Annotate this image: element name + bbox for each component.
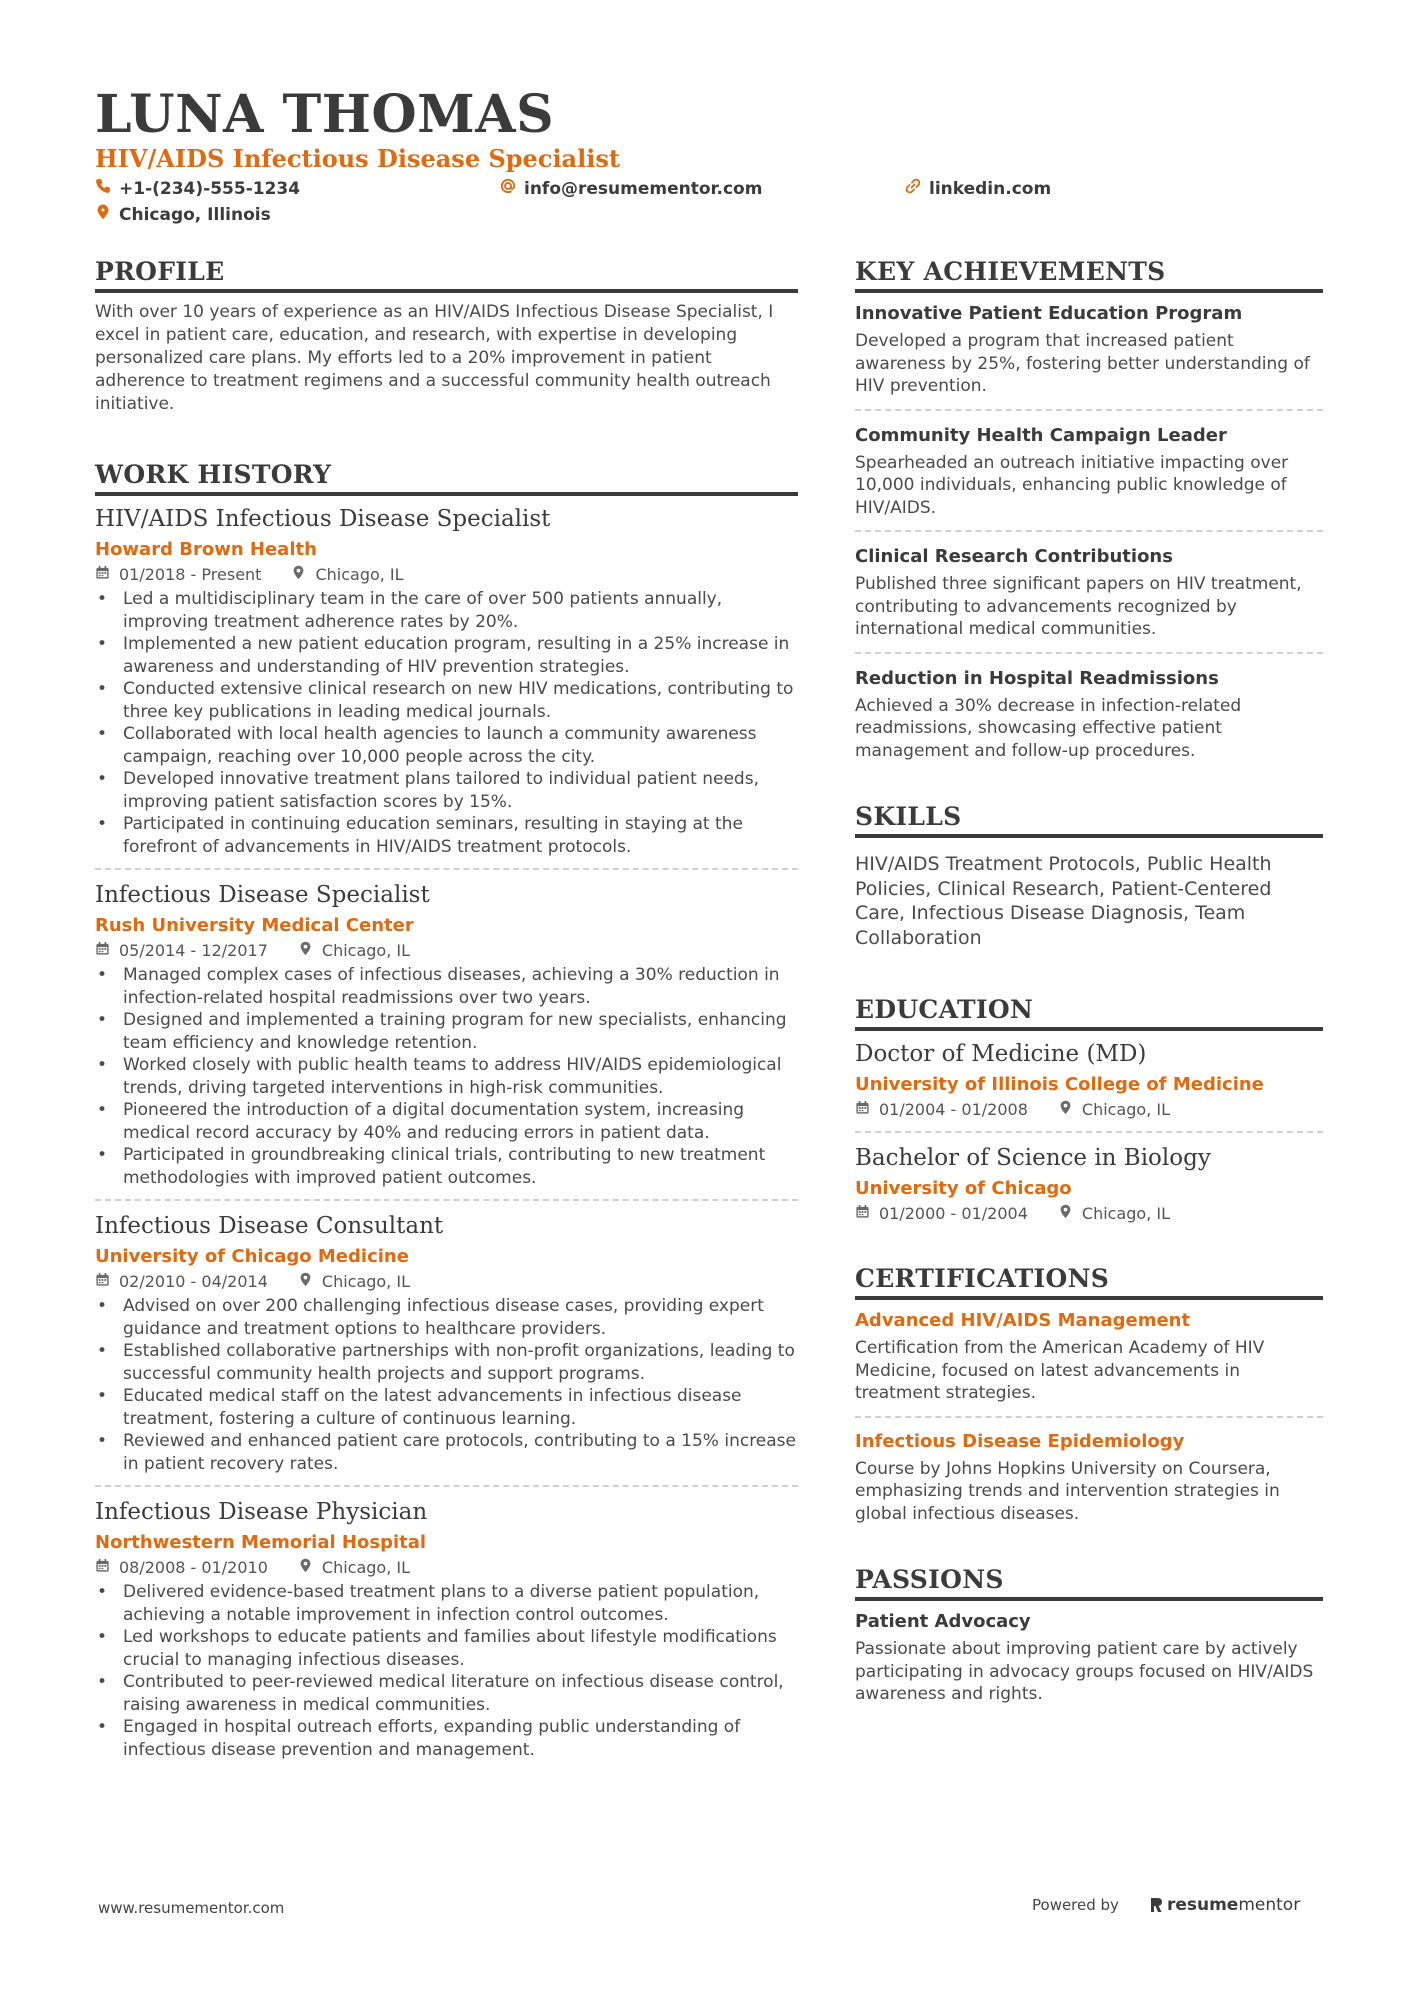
link-icon bbox=[905, 178, 921, 199]
date-item bbox=[855, 1203, 1028, 1225]
school: University of Chicago bbox=[855, 1178, 1072, 1199]
bullet-item: • Led workshops to educate patients and families about lifestyle modifications crucial to managing infectious diseases. bbox=[95, 1626, 798, 1671]
bullet-item: • Implemented a new patient education program, resulting in a 25% increase in awareness and understanding of HIV prevention strategies. bbox=[95, 633, 798, 678]
certifications-list bbox=[855, 1308, 1323, 1525]
phone-item bbox=[95, 178, 300, 199]
location-item bbox=[95, 204, 271, 225]
certification-desc: Certification from the American Academy of HIV Medicine, focused on latest advancements in treatment strategies. bbox=[855, 1338, 1265, 1403]
date-range: 01/2004 - 01/2008 bbox=[879, 1100, 1028, 1119]
email-item bbox=[500, 178, 762, 199]
certification-title: Advanced HIV/AIDS Management bbox=[855, 1310, 1191, 1331]
employer: Northwestern Memorial Hospital bbox=[95, 1532, 427, 1553]
calendar-icon bbox=[855, 1203, 870, 1225]
meta-row bbox=[95, 1557, 798, 1579]
phone-text[interactable]: +1-(234)-555-1234 bbox=[119, 178, 301, 199]
brand-name-a: resume bbox=[1166, 1895, 1239, 1915]
location-item bbox=[1058, 1099, 1170, 1121]
location-item bbox=[298, 1271, 410, 1293]
certification-item bbox=[855, 1308, 1323, 1405]
meta-row bbox=[95, 564, 798, 586]
meta-row bbox=[855, 1099, 1323, 1121]
meta-row bbox=[855, 1203, 1323, 1225]
date-item bbox=[95, 940, 268, 962]
school: University of Illinois College of Medicine bbox=[855, 1074, 1264, 1095]
calendar-icon bbox=[95, 1557, 110, 1579]
location-item bbox=[298, 1557, 410, 1579]
bullet-item: • Participated in continuing education seminars, resulting in staying at the forefront of advancements in HIV/AIDS treatment protocols. bbox=[95, 813, 798, 858]
date-range: 02/2010 - 04/2014 bbox=[119, 1272, 268, 1291]
job-location: Chicago, IL bbox=[321, 941, 410, 960]
job-bullets bbox=[95, 588, 798, 858]
divider bbox=[95, 1485, 798, 1487]
date-item bbox=[95, 1557, 268, 1579]
job-title: Infectious Disease Specialist bbox=[95, 882, 430, 908]
achievement-title: Clinical Research Contributions bbox=[855, 546, 1173, 567]
bullet-item: • Pioneered the introduction of a digital documentation system, increasing medical record accuracy by 40% and reducing errors in patient data. bbox=[95, 1099, 798, 1144]
job-bullets bbox=[95, 1581, 798, 1761]
brand-logo[interactable] bbox=[1149, 1895, 1300, 1915]
achievement-desc: Developed a program that increased patient awareness by 25%, fostering better understanding of HIV prevention. bbox=[855, 331, 1310, 396]
education-heading: EDUCATION bbox=[855, 994, 1323, 1031]
calendar-icon bbox=[95, 940, 110, 962]
job-bullets bbox=[95, 1295, 798, 1475]
skills-text: HIV/AIDS Treatment Protocols, Public Health Policies, Clinical Research, Patient-Centered Care, Infectious Disease Diagnosis, Team Collaboration bbox=[855, 853, 1272, 949]
education-item bbox=[855, 1039, 1323, 1121]
date-item bbox=[95, 1271, 268, 1293]
location-pin-icon bbox=[298, 1557, 313, 1579]
date-range: 05/2014 - 12/2017 bbox=[119, 941, 268, 960]
calendar-icon bbox=[95, 564, 110, 586]
date-item bbox=[855, 1099, 1028, 1121]
bullet-item: • Led a multidisciplinary team in the care of over 500 patients annually, improving treatment adherence rates by 20%. bbox=[95, 588, 798, 633]
achievement-item bbox=[855, 544, 1323, 641]
contact-info bbox=[95, 178, 1325, 236]
job-title: Infectious Disease Consultant bbox=[95, 1213, 444, 1239]
certification-desc: Course by Johns Hopkins University on Coursera, emphasizing trends and intervention strategies in global infectious diseases. bbox=[855, 1458, 1280, 1524]
bullet-item: • Delivered evidence-based treatment plans to a diverse patient population, achieving a notable improvement in infection control outcomes. bbox=[95, 1581, 798, 1626]
location-pin-icon bbox=[95, 204, 111, 225]
brand-name-b: mentor bbox=[1238, 1895, 1301, 1915]
location-pin-icon bbox=[298, 1271, 313, 1293]
email-text[interactable]: info@resumementor.com bbox=[524, 178, 763, 199]
powered-by-text: Powered by bbox=[1032, 1896, 1119, 1914]
footer-website[interactable]: www.resumementor.com bbox=[98, 1899, 285, 1917]
bullet-item: • Worked closely with public health teams to address HIV/AIDS epidemiological trends, driving targeted interventions in high-risk communities. bbox=[95, 1054, 798, 1099]
achievement-desc: Achieved a 30% decrease in infection-related readmissions, showcasing effective patient management and follow-up procedures. bbox=[855, 695, 1242, 761]
candidate-name: LUNA THOMAS bbox=[95, 84, 555, 145]
achievements-heading: KEY ACHIEVEMENTS bbox=[855, 256, 1323, 293]
job-location: Chicago, IL bbox=[315, 565, 404, 584]
bullet-item: • Participated in groundbreaking clinical trials, contributing to new treatment methodologies with improved patient outcomes. bbox=[95, 1144, 798, 1189]
job-title: HIV/AIDS Infectious Disease Specialist bbox=[95, 506, 551, 532]
divider bbox=[855, 409, 1323, 411]
work-history-list bbox=[95, 504, 798, 1761]
meta-row bbox=[95, 940, 798, 962]
bullet-item: • Collaborated with local health agencies to launch a community awareness campaign, reaching over 10,000 people across the city. bbox=[95, 723, 798, 768]
education-item bbox=[855, 1143, 1323, 1225]
job-bullets bbox=[95, 964, 798, 1189]
bullet-item: • Developed innovative treatment plans tailored to individual patient needs, improving patient satisfaction scores by 15%. bbox=[95, 768, 798, 813]
brand-mark-icon bbox=[1149, 1896, 1163, 1914]
degree: Bachelor of Science in Biology bbox=[855, 1145, 1211, 1171]
certification-title: Infectious Disease Epidemiology bbox=[855, 1430, 1185, 1452]
degree: Doctor of Medicine (MD) bbox=[855, 1041, 1147, 1067]
location-pin-icon bbox=[1058, 1099, 1073, 1121]
bullet-item: • Established collaborative partnerships with non-profit organizations, leading to successful community health projects and support programs. bbox=[95, 1340, 798, 1385]
job-entry bbox=[95, 1211, 798, 1475]
bullet-item: • Managed complex cases of infectious diseases, achieving a 30% reduction in infection-related hospital readmissions over two years. bbox=[95, 964, 798, 1009]
location-item bbox=[298, 940, 410, 962]
location-item bbox=[1058, 1203, 1170, 1225]
job-location: Chicago, IL bbox=[321, 1558, 410, 1577]
calendar-icon bbox=[855, 1099, 870, 1121]
achievements-list bbox=[855, 301, 1323, 762]
job-entry bbox=[95, 880, 798, 1189]
bullet-item: • Engaged in hospital outreach efforts, expanding public understanding of infectious disease prevention and management. bbox=[95, 1716, 798, 1761]
date-range: 01/2000 - 01/2004 bbox=[879, 1204, 1028, 1223]
passion-item bbox=[855, 1609, 1323, 1706]
employer: University of Chicago Medicine bbox=[95, 1246, 409, 1267]
passion-desc: Passionate about improving patient care by actively participating in advocacy groups focused on HIV/AIDS awareness and rights. bbox=[855, 1639, 1314, 1704]
divider bbox=[95, 868, 798, 870]
footer-powered bbox=[1032, 1895, 1300, 1915]
passions-list bbox=[855, 1609, 1323, 1706]
calendar-icon bbox=[95, 1271, 110, 1293]
resume-header bbox=[95, 86, 1325, 236]
divider bbox=[855, 1416, 1323, 1418]
bullet-item: • Reviewed and enhanced patient care protocols, contributing to a 15% increase in patient recovery rates. bbox=[95, 1430, 798, 1475]
achievement-title: Community Health Campaign Leader bbox=[855, 424, 1227, 446]
bullet-item: • Educated medical staff on the latest advancements in infectious disease treatment, fostering a culture of continuous learning. bbox=[95, 1385, 798, 1430]
job-location: Chicago, IL bbox=[1081, 1204, 1170, 1223]
achievement-item bbox=[855, 666, 1323, 763]
job-location: Chicago, IL bbox=[321, 1272, 410, 1291]
left-column bbox=[95, 256, 798, 1761]
location-pin-icon bbox=[291, 564, 306, 586]
job-entry bbox=[95, 504, 798, 858]
employer: Rush University Medical Center bbox=[95, 915, 414, 936]
job-entry bbox=[95, 1497, 798, 1761]
achievement-desc: Spearheaded an outreach initiative impacting over 10,000 individuals, enhancing public knowledge of HIV/AIDS. bbox=[855, 452, 1289, 518]
achievement-title: Innovative Patient Education Program bbox=[855, 303, 1243, 324]
certification-item bbox=[855, 1429, 1323, 1526]
candidate-title: HIV/AIDS Infectious Disease Specialist bbox=[95, 144, 620, 173]
skills-heading: SKILLS bbox=[855, 801, 1323, 838]
work-history-heading: WORK HISTORY bbox=[95, 459, 798, 496]
date-range: 01/2018 - Present bbox=[119, 565, 262, 584]
divider bbox=[95, 1199, 798, 1201]
divider bbox=[855, 1131, 1323, 1133]
job-title: Infectious Disease Physician bbox=[95, 1499, 428, 1525]
achievement-title: Reduction in Hospital Readmissions bbox=[855, 667, 1219, 689]
phone-icon bbox=[95, 178, 111, 199]
bullet-item: • Contributed to peer-reviewed medical literature on infectious disease control, raising awareness in medical communities. bbox=[95, 1671, 798, 1716]
date-item bbox=[95, 564, 261, 586]
divider bbox=[855, 652, 1323, 654]
job-location: Chicago, IL bbox=[1081, 1100, 1170, 1119]
meta-row bbox=[95, 1271, 798, 1293]
passions-heading: PASSIONS bbox=[855, 1564, 1323, 1601]
location-pin-icon bbox=[298, 940, 313, 962]
bullet-item: • Designed and implemented a training program for new specialists, enhancing team efficiency and knowledge retention. bbox=[95, 1009, 798, 1054]
education-list bbox=[855, 1039, 1323, 1225]
achievement-item bbox=[855, 423, 1323, 520]
certifications-heading: CERTIFICATIONS bbox=[855, 1263, 1323, 1300]
bullet-item: • Conducted extensive clinical research on new HIV medications, contributing to three key publications in leading medical journals. bbox=[95, 678, 798, 723]
location-item bbox=[291, 564, 403, 586]
employer: Howard Brown Health bbox=[95, 539, 317, 560]
profile-heading: PROFILE bbox=[95, 256, 798, 293]
location-pin-icon bbox=[1058, 1203, 1073, 1225]
passion-title: Patient Advocacy bbox=[855, 1611, 1031, 1632]
linkedin-item bbox=[905, 178, 1051, 199]
divider bbox=[855, 530, 1323, 532]
date-range: 08/2008 - 01/2010 bbox=[119, 1558, 268, 1577]
at-icon bbox=[500, 178, 516, 199]
linkedin-text[interactable]: linkedin.com bbox=[929, 178, 1052, 199]
achievement-desc: Published three significant papers on HIV treatment, contributing to advancements recognized by international medical communities. bbox=[855, 574, 1302, 639]
right-column bbox=[855, 256, 1323, 1706]
bullet-item: • Advised on over 200 challenging infectious disease cases, providing expert guidance and treatment options to healthcare providers. bbox=[95, 1295, 798, 1340]
profile-text: With over 10 years of experience as an HIV/AIDS Infectious Disease Specialist, I excel in patient care, education, and research, with expertise in developing personalized care plans. My efforts led to a 20% improvement in patient adherence to treatment regimens and a successful community health outreach initiative. bbox=[95, 302, 774, 414]
achievement-item bbox=[855, 301, 1323, 398]
location-text: Chicago, Illinois bbox=[119, 204, 271, 225]
